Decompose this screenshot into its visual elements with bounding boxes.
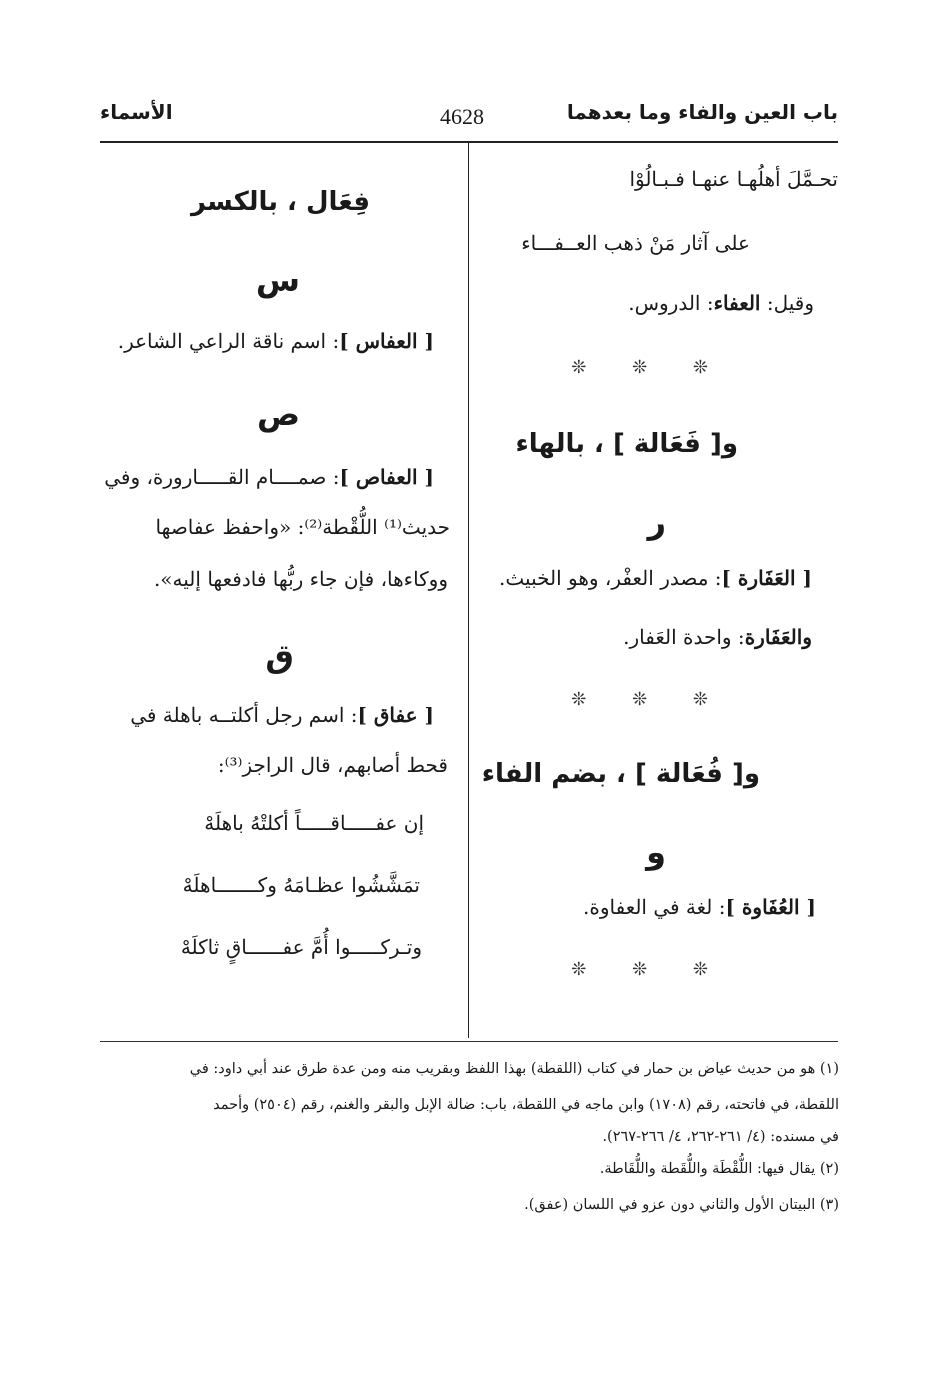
poem-line-3: وتـركـــــوا أُمَّ عفــــــاقٍ ثاكلَهْ — [180, 935, 422, 959]
qil-entry — [628, 291, 814, 315]
entry-ifas2-line-3: ووكاءها، فإن جاء ربُّها فادفعها إليه». — [153, 567, 448, 591]
qil-prefix: وقيل: — [766, 291, 814, 315]
entry-ufawa — [583, 895, 816, 919]
letter-sin: س — [255, 261, 300, 299]
entry-afara — [499, 566, 812, 590]
footnote-divider — [100, 1041, 838, 1042]
entry-ifas2-term: [ العفاص ] — [339, 465, 434, 489]
letter-sad: ص — [256, 395, 300, 433]
entry-ifas2-line-2: حديث⁽¹⁾ اللُّقْطة⁽²⁾: «واحفظ عفاصها — [155, 515, 450, 539]
entry-afara2-definition: : واحدة العَفار. — [623, 625, 745, 649]
entry-ifas — [118, 329, 434, 353]
entry-ifaq-term: [ عفاق ] — [357, 703, 434, 727]
stars-divider-3: ❊ ❊ ❊ — [571, 959, 728, 980]
letter-qaf: ق — [265, 637, 294, 675]
left-column — [100, 143, 460, 1038]
stars-divider-2: ❊ ❊ ❊ — [571, 689, 728, 710]
footnote-1-line-2: اللقطة، في فاتحته، رقم (١٧٠٨) وابن ماجه في اللقطة، باب: ضالة الإبل والبقر والغنم، رقم (٢٥٠٤) وأحمد — [213, 1097, 839, 1113]
entry-ifaq-line-2: قحط أصابهم، قال الراجز⁽³⁾: — [217, 753, 448, 777]
entry-ufawa-definition: : لغة في العفاوة. — [582, 895, 726, 919]
column-divider — [468, 143, 469, 1038]
entry-afara-term: [ العَفَارة ] — [721, 566, 812, 590]
stars-divider-1: ❊ ❊ ❊ — [571, 357, 728, 378]
verse-line-2: على آثار مَنْ ذهب العــفـــاء — [521, 231, 750, 255]
footnote-1-line-3: في مسنده: (٤/ ٢٦١-٢٦٢، ٤/ ٢٦٦-٢٦٧). — [602, 1129, 839, 1145]
entry-afara2-term: والعَفَارة — [744, 625, 812, 649]
letter-ra: ر — [647, 503, 666, 541]
section-heading-fuaala: و[ فُعَالة ] ، بضم الفاء — [481, 759, 760, 789]
entry-ifas2-def-1: : صمــــام القـــــارورة، وفي — [104, 465, 340, 489]
footnote-3: (٣) البيتان الأول والثاني دون عزو في اللسان (عفق). — [524, 1197, 839, 1213]
page-number: 4628 — [440, 104, 484, 129]
right-column — [478, 143, 838, 1038]
section-heading-faala: و[ فَعَالة ] ، بالهاء — [515, 429, 738, 459]
entry-ufawa-term: [ العُفَاوة ] — [725, 895, 816, 919]
header-right-title: باب العين والفاء وما بعدهما — [566, 100, 838, 124]
page-header — [100, 100, 838, 136]
poem-line-2: تمَشَّشُوا عظـامَهُ وكـــــــاهلَهْ — [182, 873, 420, 897]
entry-ifaq-line-1 — [130, 703, 434, 727]
footnote-1-line-1: (١) هو من حديث عياض بن حمار في كتاب (اللقطة) بهذا اللفظ وبقريب منه ومن عدة طرق عند أبي داود: في — [189, 1061, 839, 1077]
letter-waw: و — [646, 833, 666, 871]
verse-line-1: تحـمَّلَ أهلُهـا عنهـا فـبـالُوْا — [629, 167, 838, 191]
entry-ifas-term: [ العفاس ] — [339, 329, 434, 353]
section-heading-fiaal: فِعَال ، بالكسر — [190, 187, 370, 217]
entry-ifas2-line-1 — [104, 465, 434, 489]
qil-definition: : الدروس. — [628, 291, 714, 315]
qil-term: العفاء — [713, 291, 761, 315]
entry-ifas-definition: : اسم ناقة الراعي الشاعر. — [117, 329, 340, 353]
footnote-2: (٢) يقال فيها: اللُّقْطَة واللُّقَطة واللُّقَاطة. — [599, 1161, 839, 1177]
entry-afara-definition: : مصدر العفْر، وهو الخبيث. — [499, 566, 722, 590]
entry-afara-2 — [623, 625, 812, 649]
poem-line-1: إن عفـــــاقـــــاً أكلتْهُ باهلَهْ — [204, 811, 424, 835]
entry-ifaq-def-1: : اسم رجل أكلتــه باهلة في — [130, 703, 358, 727]
header-left-title: الأسماء — [100, 100, 173, 124]
